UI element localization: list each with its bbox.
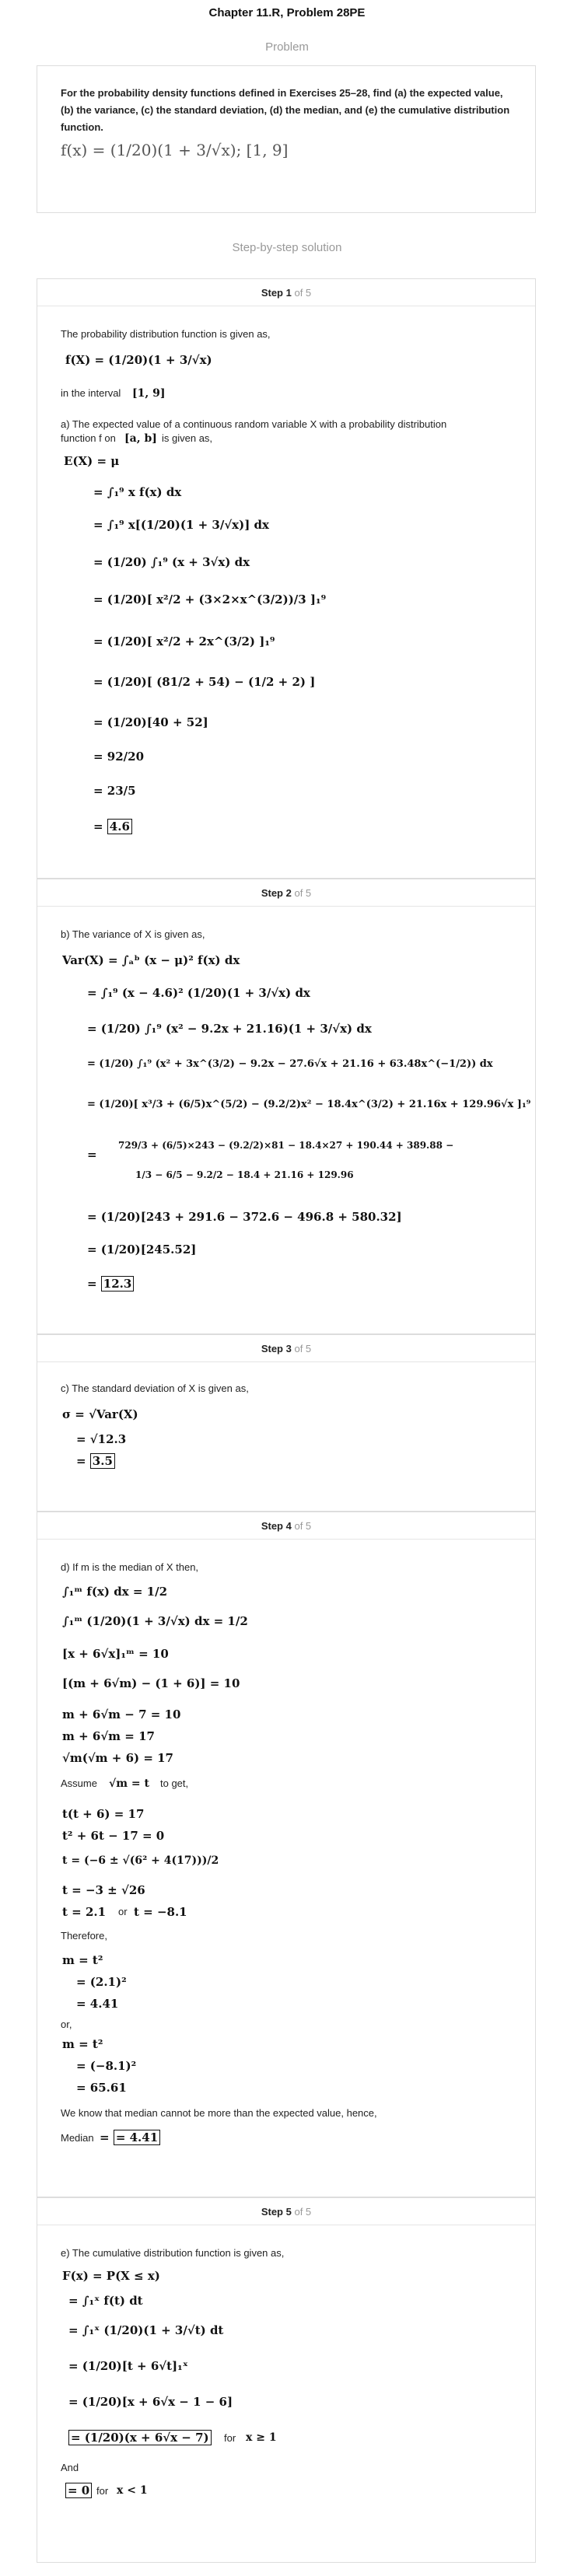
answer-line: = 4.6 xyxy=(93,819,132,834)
divider xyxy=(37,906,535,907)
step-text: e) The cumulative distribution function is given as, xyxy=(61,2247,285,2259)
step-text: in the interval xyxy=(61,387,121,399)
equals: = xyxy=(100,2130,110,2144)
answer-box: = (1/20)(x + 6√x − 7) xyxy=(68,2430,212,2445)
answer-box: 12.3 xyxy=(101,1276,135,1291)
math-line: t² + 6t − 17 = 0 xyxy=(62,1829,165,1843)
math-inline: [1, 9] xyxy=(132,387,166,400)
page-title: Chapter 11.R, Problem 28PE xyxy=(208,6,366,19)
solution-label: Step-by-step solution xyxy=(232,241,342,254)
math-line: = (1/20)[ x²/2 + (3×2×x^(3/2))/3 ]₁⁹ xyxy=(93,592,327,606)
math-line: [x + 6√x]₁ᵐ = 10 xyxy=(62,1647,169,1661)
math-inline: √m = t xyxy=(109,1777,149,1790)
math-line: m + 6√m − 7 = 10 xyxy=(62,1707,181,1721)
step-2-header: Step 2 of 5 xyxy=(261,887,312,899)
math-line: √m(√m + 6) = 17 xyxy=(62,1751,173,1765)
step-text: for xyxy=(96,2485,109,2497)
step-4-header: Step 4 of 5 xyxy=(261,1520,312,1532)
math-line: F(x) = P(X ≤ x) xyxy=(62,2269,160,2283)
math-line: = (1/20)[40 + 52] xyxy=(93,715,208,729)
step-5-header: Step 5 of 5 xyxy=(261,2206,312,2218)
answer-box: = 0 xyxy=(65,2483,92,2498)
answer-box: 3.5 xyxy=(90,1453,115,1469)
math-line: m = t² xyxy=(62,1953,103,1967)
math-line: Var(X) = ∫ₐᵇ (x − μ)² f(x) dx xyxy=(62,953,240,967)
math-line: = (1/20)[ (81/2 + 54) − (1/2 + 2) ] xyxy=(93,675,316,689)
step-1-header: Step 1 of 5 xyxy=(261,287,312,299)
step-text: or, xyxy=(61,2019,72,2030)
step-text: b) The variance of X is given as, xyxy=(61,928,205,940)
math-line: t = −8.1 xyxy=(134,1905,187,1919)
answer-line xyxy=(65,2483,92,2498)
math-line: m + 6√m = 17 xyxy=(62,1729,155,1743)
step-text: c) The standard deviation of X is given as, xyxy=(61,1382,249,1394)
math-line: = (1/20) ∫₁⁹ (x² + 3x^(3/2) − 9.2x − 27.6√x + 21.16 + 63.48x^(−1/2)) dx xyxy=(87,1058,493,1070)
step-text: function f on xyxy=(61,432,116,444)
math-line: = (1/20) ∫₁⁹ (x + 3√x) dx xyxy=(93,555,250,569)
math-line: = (1/20)[243 + 291.6 − 372.6 − 496.8 + 580.32] xyxy=(87,1210,402,1224)
math-line: = 4.41 xyxy=(76,1997,119,2011)
math-line: = ∫₁ˣ f(t) dt xyxy=(68,2294,143,2308)
math-line: ∫₁ᵐ (1/20)(1 + 3/√x) dx = 1/2 xyxy=(62,1614,248,1628)
math-line: ∫₁ᵐ f(x) dx = 1/2 xyxy=(62,1585,168,1599)
math-line: [(m + 6√m) − (1 + 6)] = 10 xyxy=(62,1676,240,1690)
divider xyxy=(37,1539,535,1540)
answer-line: = 12.3 xyxy=(87,1276,134,1291)
problem-formula: f(x) = (1/20)(1 + 3/√x); [1, 9] xyxy=(61,141,289,159)
math-line: = (1/20)[t + 6√t]₁ˣ xyxy=(68,2359,188,2373)
math-line: E(X) = μ xyxy=(64,454,120,468)
math-bracket-open: = xyxy=(87,1148,97,1162)
answer-box: = 4.41 xyxy=(114,2130,160,2145)
math-inline: x < 1 xyxy=(117,2484,148,2497)
math-line: = (2.1)² xyxy=(76,1975,127,1989)
math-line: = (1/20)[ x²/2 + 2x^(3/2) ]₁⁹ xyxy=(93,634,275,648)
step-text: And xyxy=(61,2462,79,2473)
step-text: for xyxy=(224,2432,236,2444)
math-line: m = t² xyxy=(62,2037,103,2051)
math-line: = ∫₁ˣ (1/20)(1 + 3/√t) dt xyxy=(68,2323,224,2337)
step-3-card xyxy=(37,1334,536,1512)
step-2-card xyxy=(37,879,536,1334)
math-line: = ∫₁⁹ x f(x) dx xyxy=(93,485,182,499)
math-line: t = 2.1 xyxy=(62,1905,107,1919)
math-line: t(t + 6) = 17 xyxy=(62,1807,145,1821)
step-text: The probability distribution function is given as, xyxy=(61,328,271,340)
math-inline: x ≥ 1 xyxy=(246,2431,277,2444)
math-line: 1/3 − 6/5 − 9.2/2 − 18.4 + 21.16 + 129.96 xyxy=(135,1169,354,1180)
math-line: = 65.61 xyxy=(76,2081,127,2095)
answer-line xyxy=(100,2130,160,2145)
answer-box: 4.6 xyxy=(107,819,132,834)
step-text: We know that median cannot be more than the expected value, hence, xyxy=(61,2107,377,2119)
math-line: = 23/5 xyxy=(93,784,136,798)
step-text: to get, xyxy=(160,1777,189,1789)
math-line: = √12.3 xyxy=(76,1432,127,1446)
math-line: = (−8.1)² xyxy=(76,2059,137,2073)
problem-card xyxy=(37,65,536,213)
step-4-card xyxy=(37,1512,536,2197)
step-1-card xyxy=(37,278,536,879)
math-line: 729/3 + (6/5)×243 − (9.2/2)×81 − 18.4×27 + 190.44 + 389.88 − xyxy=(118,1140,454,1151)
step-text: Assume xyxy=(61,1777,97,1789)
math-line: = ∫₁⁹ (x − 4.6)² (1/20)(1 + 3/√x) dx xyxy=(87,986,310,1000)
step-3-header: Step 3 of 5 xyxy=(261,1343,312,1354)
math-line: f(X) = (1/20)(1 + 3/√x) xyxy=(65,353,212,367)
math-line: = (1/20)[ x³/3 + (6/5)x^(5/2) − (9.2/2)x² − 18.4x^(3/2) + 21.16x + 129.96√x ]₁⁹ xyxy=(87,1099,531,1110)
problem-label: Problem xyxy=(265,40,309,54)
math-line: t = (−6 ± √(6² + 4(17)))/2 xyxy=(62,1854,219,1867)
math-line: = (1/20)[245.52] xyxy=(87,1243,197,1257)
step-text: or xyxy=(118,1906,128,1917)
math-line: t = −3 ± √26 xyxy=(62,1883,145,1897)
answer-line xyxy=(68,2430,212,2445)
step-text: Therefore, xyxy=(61,1930,107,1942)
math-line: = ∫₁⁹ x[(1/20)(1 + 3/√x)] dx xyxy=(93,518,269,532)
divider xyxy=(37,1361,535,1362)
step-text: d) If m is the median of X then, xyxy=(61,1561,199,1573)
step-5-card xyxy=(37,2197,536,2563)
math-inline: [a, b] xyxy=(124,432,157,445)
problem-text: For the probability density functions defined in Exercises 25–28, find (a) the expected value, (b) the variance, (c) the standard deviation, (d) the median, and (e) the cumulative distribution function. xyxy=(61,87,510,133)
step-text: a) The expected value of a continuous random variable X with a probability distribution xyxy=(61,418,447,430)
math-line: = (1/20) ∫₁⁹ (x² − 9.2x + 21.16)(1 + 3/√x) dx xyxy=(87,1022,372,1036)
math-line: = (1/20)[x + 6√x − 1 − 6] xyxy=(68,2395,233,2409)
math-line: σ = √Var(X) xyxy=(62,1407,138,1421)
step-text: is given as, xyxy=(162,432,213,444)
answer-line: = 3.5 xyxy=(76,1453,115,1469)
math-line: = 92/20 xyxy=(93,750,145,764)
step-text: Median xyxy=(61,2132,94,2144)
